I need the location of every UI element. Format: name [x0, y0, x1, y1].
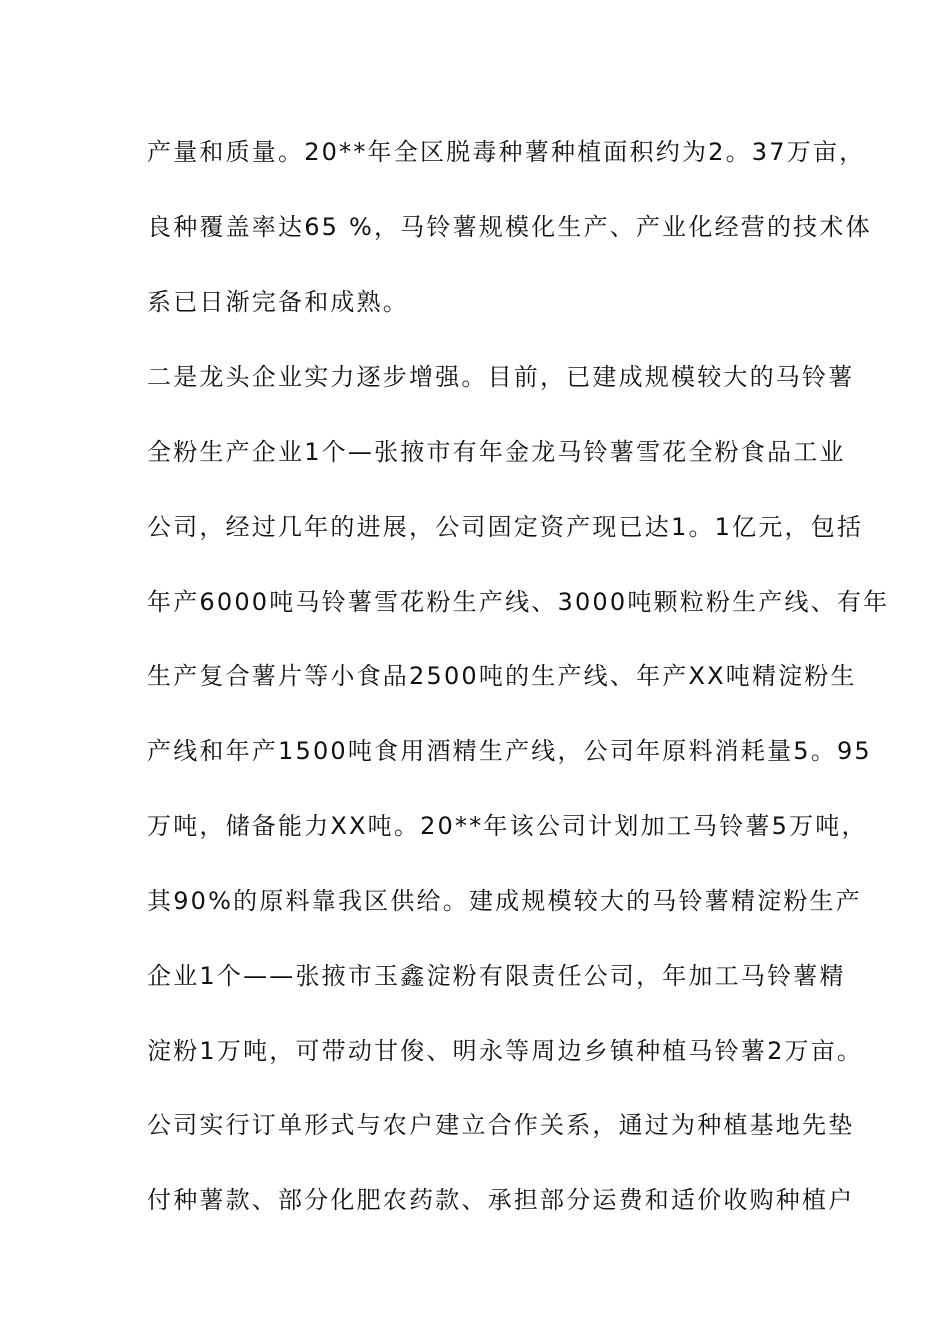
text-line: 系已日渐完备和成熟。 — [147, 288, 409, 316]
text-line: 二是龙头企业实力逐步增强。目前，已建成规模较大的马铃薯 — [147, 363, 855, 391]
text-line: 淀粉1万吨，可带动甘俊、明永等周边乡镇种植马铃薯2万亩。 — [147, 1037, 864, 1065]
text-line: 产量和质量。20**年全区脱毒种薯种植面积约为2。37万亩， — [147, 138, 866, 166]
text-line: 万吨，储备能力XX吨。20**年该公司计划加工马铃薯5万吨， — [147, 812, 868, 840]
text-line: 公司，经过几年的进展，公司固定资产现已达1。1亿元，包括 — [147, 513, 864, 541]
text-line: 年产6000吨马铃薯雪花粉生产线、3000吨颗粒粉生产线、有年 — [147, 588, 890, 616]
text-line: 企业1个——张掖市玉鑫淀粉有限责任公司，年加工马铃薯精 — [147, 962, 846, 990]
text-line: 生产复合薯片等小食品2500吨的生产线、年产XX吨精淀粉生 — [147, 662, 857, 690]
text-line: 公司实行订单形式与农户建立合作关系，通过为种植基地先垫 — [147, 1111, 855, 1139]
text-line: 其90%的原料靠我区供给。建成规模较大的马铃薯精淀粉生产 — [147, 887, 862, 915]
text-line: 付种薯款、部分化肥农药款、承担部分运费和适价收购种植户 — [147, 1186, 855, 1214]
text-line: 产线和年产1500吨食用酒精生产线，公司年原料消耗量5。95 — [147, 737, 872, 765]
text-line: 全粉生产企业1个—张掖市有年金龙马铃薯雪花全粉食品工业 — [147, 438, 846, 466]
text-line: 良种覆盖率达65 %，马铃薯规模化生产、产业化经营的技术体 — [147, 213, 872, 241]
